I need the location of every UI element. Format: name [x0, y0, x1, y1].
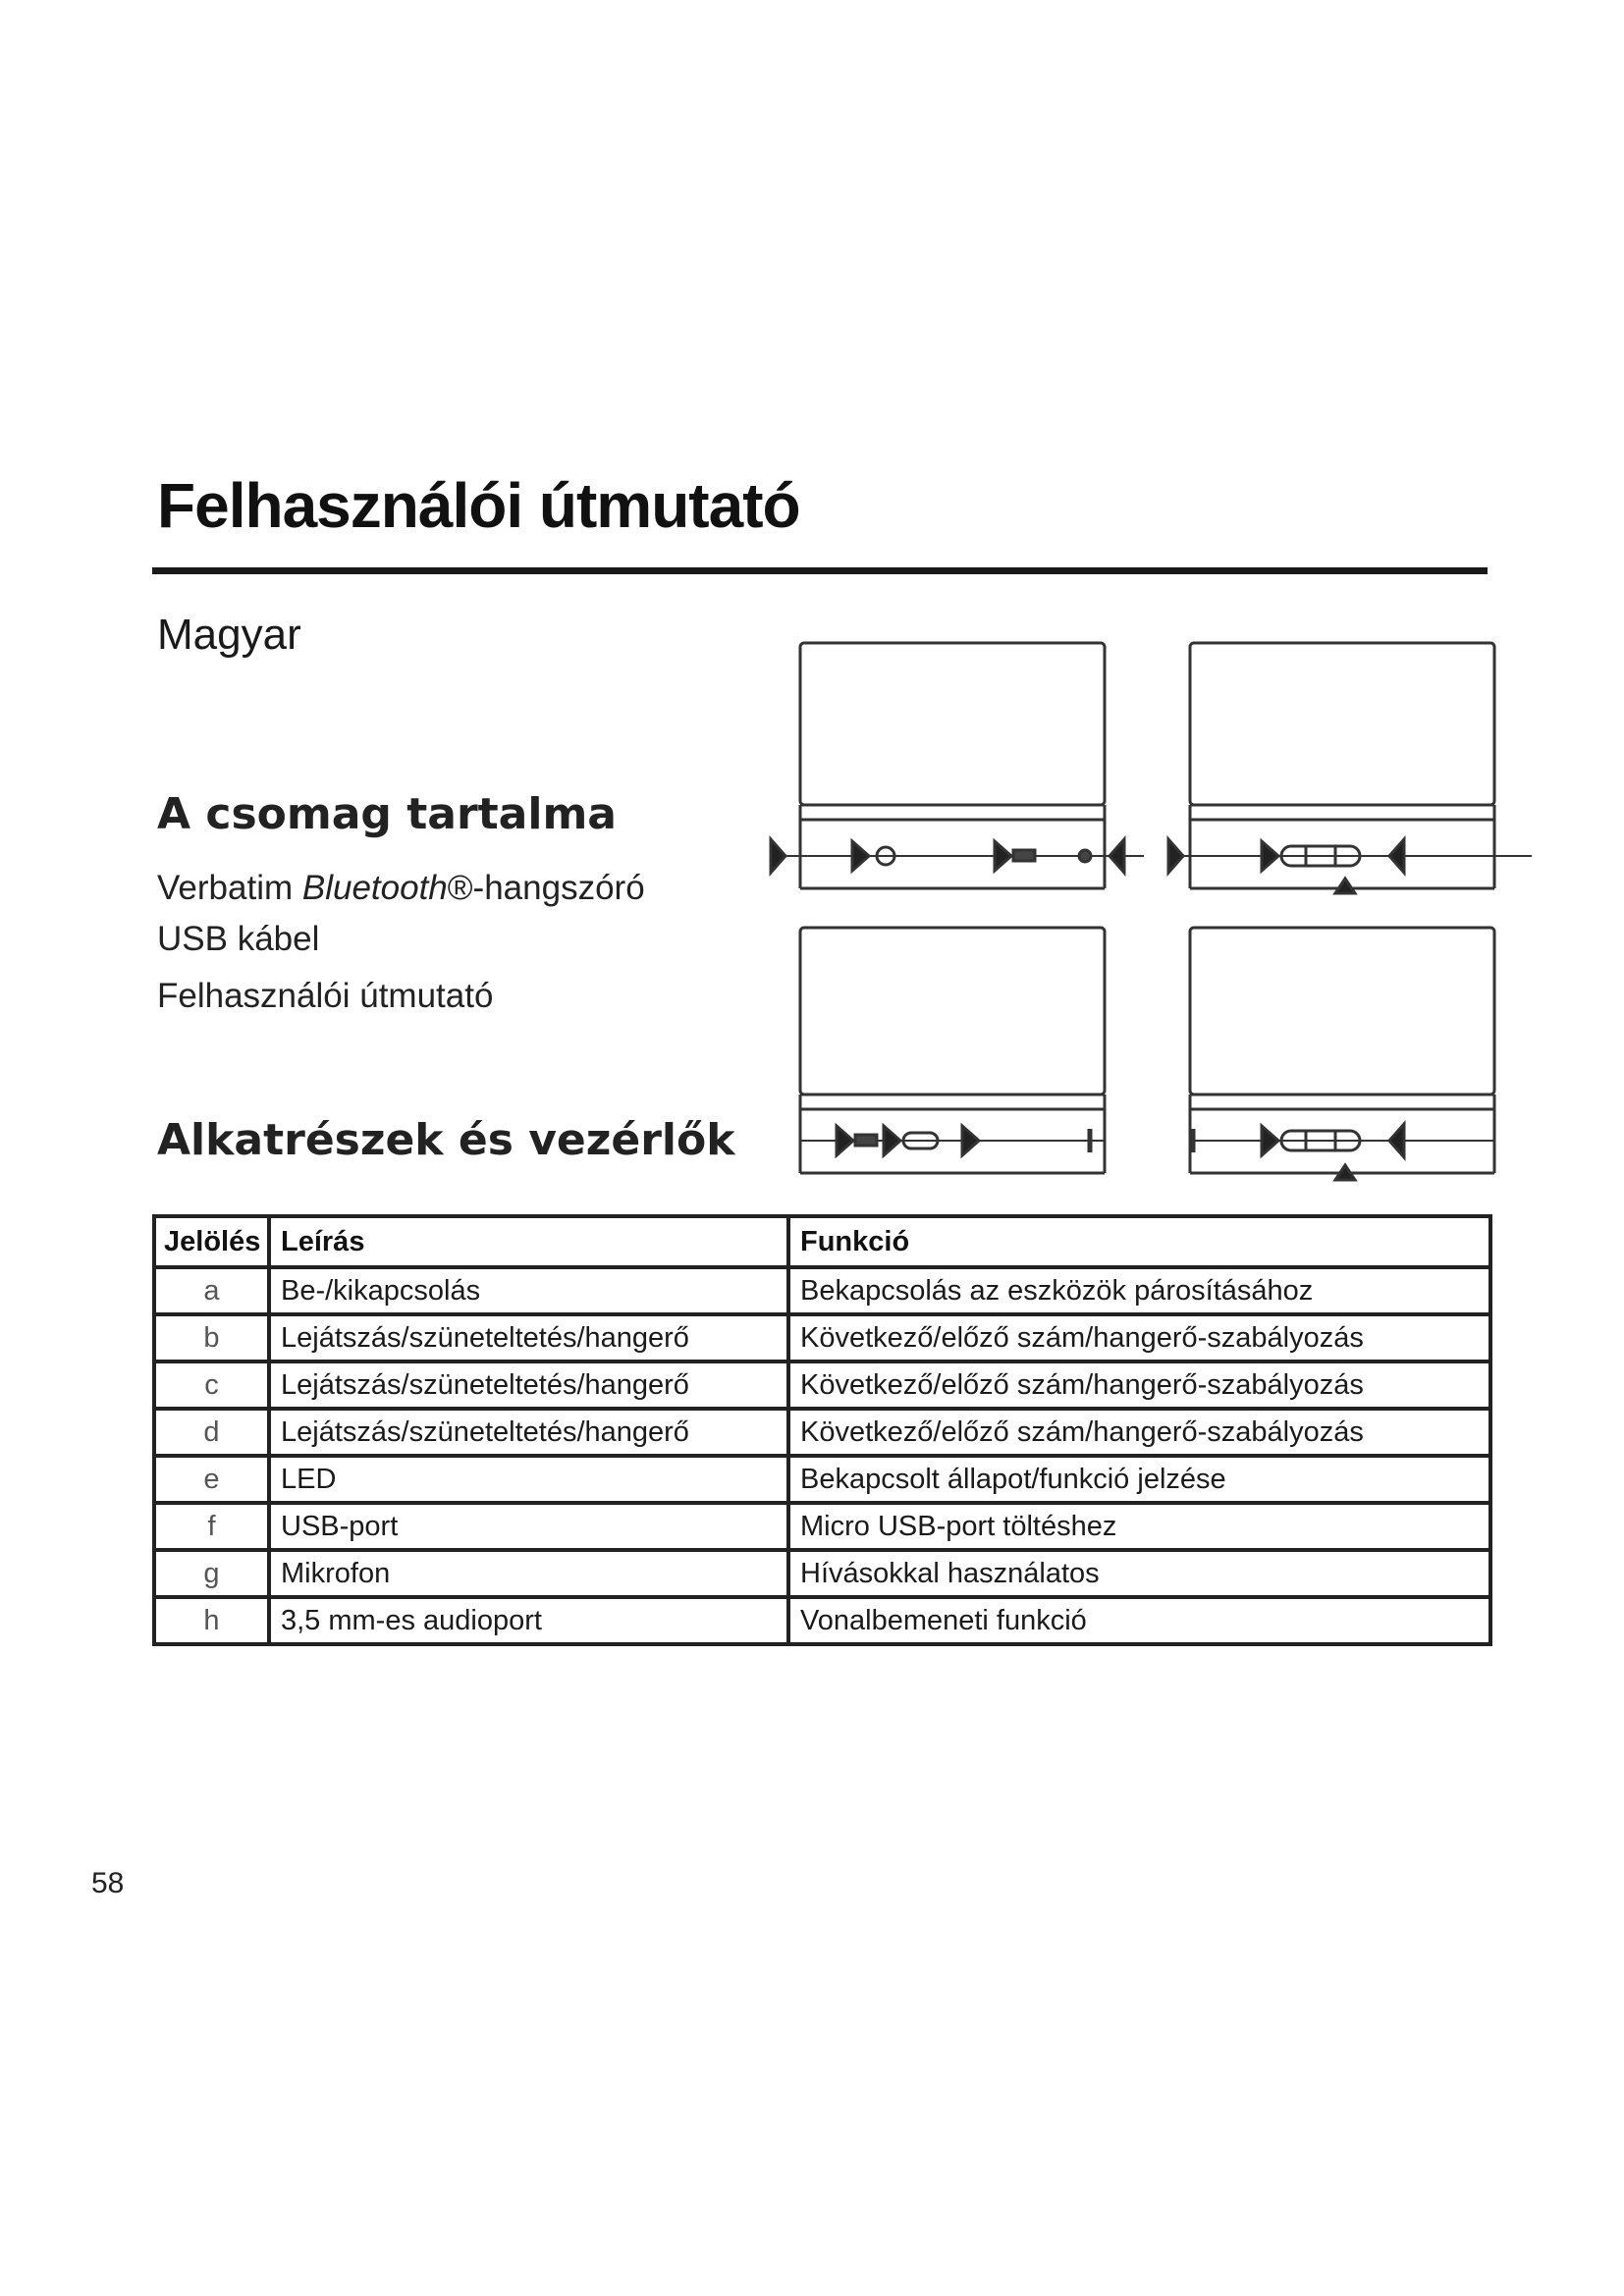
speaker-front-right-illustration: [1168, 643, 1532, 893]
row-function: Vonalbemeneti funkció: [788, 1597, 1490, 1644]
speaker-side-left-illustration: [800, 928, 1105, 1173]
row-mark: g: [154, 1550, 269, 1597]
speaker-diagrams: [756, 628, 1542, 1198]
speaker-front-left-illustration: [771, 643, 1144, 888]
title-divider: [152, 567, 1488, 574]
row-mark: h: [154, 1597, 269, 1644]
row-description: USB-port: [269, 1503, 788, 1550]
package-heading: A csomag tartalma: [157, 789, 617, 839]
row-mark: e: [154, 1456, 269, 1503]
table-header-row: [154, 1216, 1490, 1267]
speaker-side-right-illustration: [1190, 928, 1494, 1180]
row-description: Be-/kikapcsolás: [269, 1267, 788, 1314]
package-item-manual: Felhasználói útmutató: [157, 977, 494, 1015]
header-description: Leírás: [269, 1216, 788, 1267]
row-function: Bekapcsolt állapot/funkció jelzése: [788, 1456, 1490, 1503]
row-function: Hívásokkal használatos: [788, 1550, 1490, 1597]
table-row: [154, 1409, 1490, 1456]
header-function: Funkció: [788, 1216, 1490, 1267]
table-row: [154, 1362, 1490, 1409]
package-item-cable: USB kábel: [157, 920, 320, 958]
row-function: Micro USB-port töltéshez: [788, 1503, 1490, 1550]
parts-table: [152, 1214, 1492, 1646]
row-description: Lejátszás/szüneteltetés/hangerő: [269, 1362, 788, 1409]
page-title: Felhasználói útmutató: [157, 470, 800, 541]
row-description: LED: [269, 1456, 788, 1503]
row-mark: b: [154, 1314, 269, 1362]
language-label: Magyar: [157, 611, 301, 659]
row-function: Bekapcsolás az eszközök párosításához: [788, 1267, 1490, 1314]
row-function: Következő/előző szám/hangerő-szabályozás: [788, 1362, 1490, 1409]
row-mark: a: [154, 1267, 269, 1314]
page-number: 58: [91, 1867, 125, 1899]
package-item-speaker: Verbatim Bluetooth®-hangszóró: [157, 869, 645, 907]
row-description: 3,5 mm-es audioport: [269, 1597, 788, 1644]
row-function: Következő/előző szám/hangerő-szabályozás: [788, 1314, 1490, 1362]
row-description: Lejátszás/szüneteltetés/hangerő: [269, 1314, 788, 1362]
row-description: Mikrofon: [269, 1550, 788, 1597]
row-mark: f: [154, 1503, 269, 1550]
table-row: [154, 1597, 1490, 1644]
table-row: [154, 1267, 1490, 1314]
parts-heading: Alkatrészek és vezérlők: [157, 1115, 735, 1165]
table-row: [154, 1456, 1490, 1503]
table-row: [154, 1503, 1490, 1550]
table-row: [154, 1550, 1490, 1597]
table-row: [154, 1314, 1490, 1362]
row-description: Lejátszás/szüneteltetés/hangerő: [269, 1409, 788, 1456]
row-function: Következő/előző szám/hangerő-szabályozás: [788, 1409, 1490, 1456]
row-mark: d: [154, 1409, 269, 1456]
row-mark: c: [154, 1362, 269, 1409]
header-mark: Jelölés: [154, 1216, 269, 1267]
